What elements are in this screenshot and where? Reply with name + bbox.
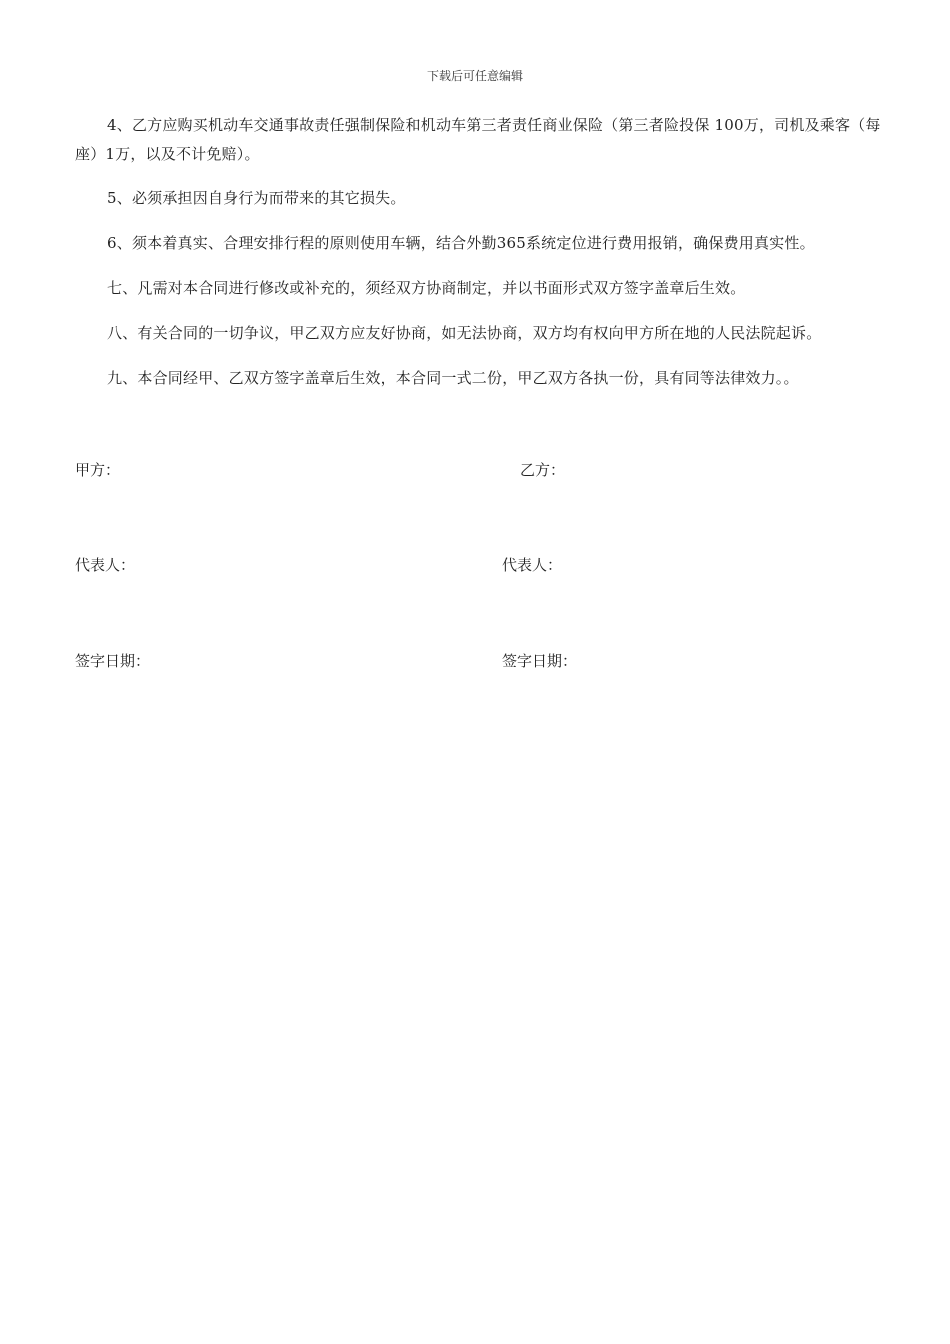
party-b-sign-date-label: 签字日期： [502,652,578,670]
page-header: 下载后可任意编辑 [426,69,523,83]
party-a-representative-label: 代表人： [75,556,136,574]
clause-5: 5、必须承担因自身行为而带来的其它损失。 [107,189,406,207]
party-b-representative-label: 代表人： [502,556,563,574]
clause-6: 6、须本着真实、合理安排行程的原则使用车辆，结合外勤365系统定位进行费用报销，确保费用真实性。 [107,234,815,252]
clause-eight: 八、有关合同的一切争议，甲乙双方应友好协商，如无法协商，双方均有权向甲方所在地的人民法院起诉。 [107,324,822,342]
clause-4: 4、乙方应购买机动车交通事故责任强制保险和机动车第三者责任商业保险（第三者险投保 100万，司机及乘客（每座）1万，以及不计免赔）。 [75,116,881,163]
party-a-label: 甲方： [75,461,121,479]
clause-nine: 九、本合同经甲、乙双方签字盖章后生效，本合同一式二份，甲乙双方各执一份，具有同等法律效力。。 [107,369,799,387]
party-b-label: 乙方： [520,461,566,479]
party-a-sign-date-label: 签字日期： [75,652,151,670]
clause-seven: 七、凡需对本合同进行修改或补充的，须经双方协商制定，并以书面形式双方签字盖章后生效。 [107,279,746,297]
